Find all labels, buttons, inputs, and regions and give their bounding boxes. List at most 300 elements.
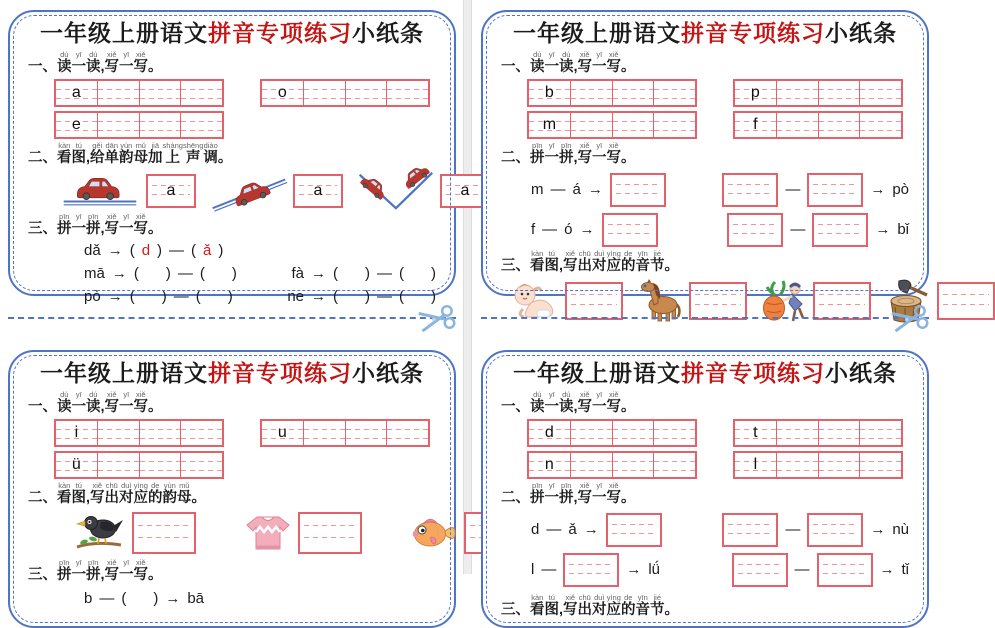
- token-text: pò: [892, 181, 909, 198]
- grid-cell: [345, 81, 387, 105]
- ruby-char: pīn 拼: [86, 558, 101, 583]
- scissors-icon: [888, 301, 929, 338]
- spell-row-ma: [84, 264, 237, 284]
- grid-cell: [570, 421, 612, 445]
- section-number: 一、: [501, 399, 530, 415]
- ruby-char: xiě 写: [577, 50, 593, 75]
- grid-letter: t: [753, 424, 758, 441]
- section-number: 三、: [501, 258, 530, 274]
- ruby-char: ,: [100, 59, 105, 75]
- section-heading-text: [530, 594, 679, 619]
- ruby-char: yī 一: [592, 141, 607, 166]
- worksheet-card-top-right: [481, 10, 929, 296]
- pinyin-grid-l: [733, 451, 903, 479]
- token-text: (: [129, 288, 135, 305]
- ruby-char: pīn 拼: [57, 212, 72, 237]
- pinyin-grid-f: [733, 111, 903, 139]
- worksheet-title: [501, 359, 909, 391]
- ruby-char: duì 对: [592, 249, 607, 274]
- grid-letter: d: [544, 424, 554, 441]
- grid-row-1: [527, 79, 909, 107]
- ruby-char: dú 读: [57, 50, 72, 75]
- title-topic-text: 拼音专项练习: [208, 361, 352, 386]
- grid-cell: [859, 113, 901, 137]
- ruby-char: yī 一: [119, 212, 134, 237]
- spell-row-bi: [727, 213, 909, 247]
- grid-cell: [818, 113, 860, 137]
- ruby-char: shàng 上: [162, 141, 183, 166]
- ruby-char: pīn 拼: [559, 141, 574, 166]
- token-text: —: [542, 221, 558, 238]
- section-number: 三、: [28, 567, 57, 583]
- pinyin-grid-i: [54, 419, 224, 447]
- ruby-char: xiě 写: [606, 390, 622, 415]
- grid-row-1: [54, 419, 436, 447]
- answer-box: [812, 213, 868, 247]
- answer-box: [807, 513, 863, 547]
- ruby-char: xiě 写: [104, 50, 120, 75]
- token-text: d: [531, 521, 540, 538]
- token-text: →: [587, 181, 603, 198]
- pinyin-grid-n: [527, 451, 697, 479]
- ruby-char: 。: [621, 490, 636, 506]
- ruby-char: yī 一: [71, 212, 86, 237]
- token-text: —: [173, 288, 189, 305]
- section-heading-text: [530, 391, 636, 416]
- ruby-char: xiě 写: [577, 141, 593, 166]
- grid-cell: [612, 453, 654, 477]
- token-text: —: [785, 181, 801, 198]
- token-text: d: [141, 242, 151, 259]
- pinyin-grid-a: [54, 79, 224, 107]
- ruby-char: dú 读: [530, 50, 545, 75]
- ruby-char: mǔ 母: [133, 141, 149, 166]
- spell-row-ma2: [531, 173, 666, 207]
- ruby-char: xiě 写: [133, 390, 149, 415]
- ruby-char: ,: [559, 258, 564, 274]
- token-text: (: [333, 288, 338, 305]
- ruby-char: dú 读: [559, 50, 574, 75]
- ruby-char: ,: [559, 602, 564, 618]
- worksheet-card-bottom-left: [8, 350, 456, 628]
- ruby-char: 。: [621, 59, 636, 75]
- section-3-heading: [501, 251, 909, 275]
- ruby-char: chū 出: [104, 481, 120, 506]
- token-text: l: [531, 561, 535, 578]
- pinyin-grid-e: [54, 111, 224, 139]
- grid-cell: [262, 81, 303, 105]
- answer-box: [732, 553, 788, 587]
- title-topic-text: 拼音专项练习: [208, 21, 352, 46]
- ruby-char: dú 读: [57, 390, 72, 415]
- token-text: ): [218, 242, 224, 259]
- ruby-char: xiě 写: [104, 390, 120, 415]
- ruby-char: 。: [148, 221, 163, 237]
- ruby-char: 。: [621, 399, 636, 415]
- ruby-char: yìng 应: [606, 249, 622, 274]
- grid-cell: [56, 453, 97, 477]
- grid-cell: [776, 421, 818, 445]
- grid-cell: [859, 421, 901, 445]
- grid-letter: b: [544, 84, 554, 101]
- title-suffix-text: 小纸条: [825, 21, 897, 46]
- pinyin-grid-u-umlaut: [54, 451, 224, 479]
- ruby-char: dú 读: [86, 390, 101, 415]
- ruby-char: yī 一: [71, 50, 86, 75]
- grid-cell: [180, 81, 222, 105]
- grid-cell: [180, 113, 222, 137]
- section-2-heading: [28, 143, 436, 167]
- ruby-char: yī 一: [544, 141, 559, 166]
- token-text: —: [546, 521, 562, 538]
- token-text: ): [165, 265, 171, 282]
- title-suffix-text: 小纸条: [352, 361, 424, 386]
- section-2-heading: [501, 143, 909, 167]
- grid-cell: [386, 421, 428, 445]
- ruby-char: gěi 给: [90, 141, 105, 166]
- grid-row-1: [54, 79, 436, 107]
- ruby-char: ,: [573, 150, 578, 166]
- token-text: m: [531, 181, 544, 198]
- grid-cell: [139, 453, 181, 477]
- answer-box: [722, 173, 778, 207]
- grid-cell: [56, 113, 97, 137]
- token-text: ): [365, 288, 370, 305]
- ruby-char: yùn 韵: [119, 141, 134, 166]
- token-text: —: [377, 265, 392, 282]
- answer-box: [563, 553, 619, 587]
- cut-zone: [0, 296, 464, 340]
- token-text: ): [227, 288, 233, 305]
- answer-box: [610, 173, 666, 207]
- token-text: ): [365, 265, 370, 282]
- ruby-char: ,: [86, 150, 91, 166]
- section-3-heading: [28, 214, 436, 238]
- token-text: pò: [84, 288, 101, 305]
- ruby-char: tú 图: [544, 593, 559, 618]
- token-text: —: [550, 181, 566, 198]
- ruby-char: yī 一: [544, 50, 559, 75]
- token-text: →: [111, 265, 127, 282]
- grid-cell: [180, 421, 222, 445]
- answer-box: [817, 553, 873, 587]
- pinyin-grid-p: [733, 79, 903, 107]
- grid-letter: m: [542, 116, 557, 133]
- grid-cell: [612, 81, 654, 105]
- token-text: ): [157, 242, 163, 259]
- token-text: ): [161, 288, 167, 305]
- title-suffix-text: 小纸条: [825, 361, 897, 386]
- tone-item-1: [58, 170, 196, 212]
- pinyin-grid-m: [527, 111, 697, 139]
- section-number: 三、: [28, 221, 57, 237]
- grid-cell: [345, 421, 387, 445]
- token-text: dǎ: [84, 242, 101, 259]
- section-1-heading: [501, 392, 909, 416]
- ruby-char: 。: [148, 59, 163, 75]
- answer-box: [937, 282, 995, 320]
- ruby-char: ,: [100, 221, 105, 237]
- worksheet-title: [501, 19, 909, 51]
- grid-letter: u: [277, 424, 287, 441]
- token-text: ): [431, 288, 436, 305]
- ruby-char: ,: [86, 490, 91, 506]
- token-text: f: [531, 221, 536, 238]
- token-text: ): [431, 265, 436, 282]
- grid-cell: [386, 81, 428, 105]
- picture-item-sweater: [244, 511, 362, 555]
- cut-dashed-line: [8, 317, 456, 319]
- ruby-char: yī 一: [119, 390, 134, 415]
- ruby-char: yùn 韵: [162, 481, 178, 506]
- answer-box: [298, 512, 362, 554]
- token-text: —: [99, 590, 115, 607]
- grid-letter: o: [277, 84, 287, 101]
- token-text: tǐ: [901, 561, 909, 578]
- cars-valley-image: [352, 170, 436, 212]
- section-heading-text: [530, 142, 636, 167]
- answer-box: [727, 213, 783, 247]
- grid-cell: [653, 421, 695, 445]
- spell-row-ti: [732, 553, 910, 587]
- section-2-heading: [501, 483, 909, 507]
- left-page: [0, 0, 470, 607]
- crow-image: [72, 511, 126, 555]
- grid-row-1: [527, 419, 909, 447]
- ruby-char: kàn 看: [530, 249, 545, 274]
- grid-cell: [818, 81, 860, 105]
- token-text: ): [153, 590, 159, 607]
- spell-row-ba: [84, 589, 436, 609]
- ruby-char: tú 图: [71, 481, 86, 506]
- ruby-char: duì 对: [119, 481, 134, 506]
- ruby-char: chū 出: [577, 249, 593, 274]
- ruby-char: xiě 写: [606, 141, 622, 166]
- grid-cell: [97, 113, 139, 137]
- ruby-char: yī 一: [592, 390, 607, 415]
- ruby-char: de 的: [621, 593, 636, 618]
- section-heading-text: [57, 482, 206, 507]
- ruby-char: ,: [573, 399, 578, 415]
- token-text: bā: [187, 590, 205, 607]
- ruby-char: dú 读: [86, 50, 101, 75]
- token-text: fà: [291, 265, 304, 282]
- ruby-char: xiě 写: [90, 481, 105, 506]
- ruby-char: xiě 写: [104, 558, 120, 583]
- section-heading-text: [57, 213, 163, 238]
- token-text: —: [169, 242, 185, 259]
- ruby-char: xiě 写: [133, 212, 149, 237]
- grid-letter: n: [544, 456, 554, 473]
- token-text: ne: [287, 288, 304, 305]
- token-text: á: [572, 181, 581, 198]
- spell-row-po2: [722, 173, 909, 207]
- car-uphill-image: [205, 170, 289, 212]
- pinyin-grid-b: [527, 79, 697, 107]
- ruby-char: kàn 看: [530, 593, 545, 618]
- ruby-char: 。: [148, 399, 163, 415]
- grid-cell: [818, 421, 860, 445]
- cut-dashed-line: [481, 317, 929, 319]
- grid-cell: [56, 81, 97, 105]
- section-heading-text: [57, 142, 232, 167]
- pinyin-grid-o: [260, 79, 430, 107]
- ruby-char: yīn 音: [635, 249, 651, 274]
- ruby-char: yìng 应: [606, 593, 622, 618]
- tone-item-3: [352, 170, 490, 212]
- token-text: ó: [564, 221, 573, 238]
- ruby-char: dú 读: [559, 390, 574, 415]
- ruby-char: xiě 写: [563, 249, 578, 274]
- ruby-char: xiě 写: [577, 390, 593, 415]
- ruby-char: yī 一: [71, 558, 86, 583]
- spell-row-da: [84, 241, 436, 261]
- grid-letter: f: [753, 116, 758, 133]
- ruby-char: ,: [100, 399, 105, 415]
- grid-cell: [97, 453, 139, 477]
- ruby-char: xiě 写: [606, 481, 622, 506]
- section-number: 二、: [501, 150, 530, 166]
- grid-cell: [529, 453, 570, 477]
- grid-cell: [612, 421, 654, 445]
- section-heading-text: [530, 482, 636, 507]
- worksheet-card-bottom-right: [481, 350, 929, 628]
- ruby-char: de 的: [621, 249, 636, 274]
- title-grade-text: 一年级上册语文: [40, 361, 208, 386]
- tone-letter: a: [313, 182, 323, 199]
- tone-letter: a: [166, 182, 176, 199]
- ruby-char: diào 调: [203, 141, 218, 166]
- grid-letter: l: [753, 456, 758, 473]
- token-text: →: [583, 521, 599, 538]
- grid-cell: [570, 81, 612, 105]
- section-heading-text: [57, 559, 163, 584]
- spell-row-fa: [291, 264, 436, 284]
- tone-letter: a: [460, 182, 470, 199]
- sweater-image: [244, 511, 292, 555]
- ruby-char: xiě 写: [577, 481, 593, 506]
- answer-box: [807, 173, 863, 207]
- pinyin-grid-d: [527, 419, 697, 447]
- ruby-char: de 的: [148, 481, 163, 506]
- token-text: nù: [892, 521, 909, 538]
- grid-cell: [56, 421, 97, 445]
- grid-row-2: [527, 111, 909, 139]
- spell-row-fo: [531, 213, 658, 247]
- section-2-heading: [28, 483, 436, 507]
- ruby-char: chū 出: [577, 593, 593, 618]
- tone-answer-box: [146, 174, 196, 208]
- token-text: (: [129, 242, 135, 259]
- ruby-char: ,: [100, 567, 105, 583]
- grid-cell: [859, 453, 901, 477]
- answer-box: [132, 512, 196, 554]
- token-text: →: [311, 265, 326, 282]
- grid-row-2: [54, 111, 436, 139]
- ruby-char: yìng 应: [133, 481, 149, 506]
- answer-box: [606, 513, 662, 547]
- ruby-char: yī 一: [544, 390, 559, 415]
- section-number: 二、: [501, 490, 530, 506]
- title-topic-text: 拼音专项练习: [681, 21, 825, 46]
- worksheet-card-top-left: [8, 10, 470, 305]
- grid-letter: e: [71, 116, 81, 133]
- grid-letter: a: [71, 84, 81, 101]
- ruby-char: jié 节: [650, 593, 665, 618]
- ruby-char: xiě 写: [606, 50, 622, 75]
- grid-cell: [653, 113, 695, 137]
- spell-row-nu: [722, 513, 909, 547]
- ruby-char: yī 一: [544, 481, 559, 506]
- section-3-heading: [28, 560, 436, 584]
- token-text: —: [785, 521, 801, 538]
- ruby-char: xiě 写: [133, 50, 149, 75]
- section-number: 一、: [28, 59, 57, 75]
- ruby-char: pīn 拼: [86, 212, 101, 237]
- car-flat-road-image: [58, 170, 142, 212]
- grid-letter: ü: [71, 456, 81, 473]
- ruby-char: yī 一: [119, 50, 134, 75]
- token-text: —: [794, 561, 810, 578]
- grid-cell: [735, 113, 776, 137]
- token-text: (: [191, 242, 197, 259]
- ruby-char: pīn 拼: [530, 141, 545, 166]
- ruby-char: jié 节: [650, 249, 665, 274]
- picture-exercise-row: [72, 511, 436, 555]
- token-text: lǘ: [648, 561, 661, 578]
- section-1-heading: [28, 392, 436, 416]
- ruby-char: tú 图: [71, 141, 86, 166]
- section-3-heading: [501, 595, 909, 619]
- grid-letter: p: [750, 84, 760, 101]
- worksheet-title: [28, 359, 436, 391]
- ruby-char: ,: [573, 59, 578, 75]
- cut-zone: [473, 296, 937, 340]
- pinyin-grid-u: [260, 419, 430, 447]
- grid-cell: [735, 421, 776, 445]
- ruby-char: shēng 声: [182, 141, 204, 166]
- section-heading-text: [57, 51, 163, 76]
- grid-cell: [180, 453, 222, 477]
- grid-cell: [735, 81, 776, 105]
- page-gap-divider: [460, 0, 472, 574]
- ruby-char: yī 一: [119, 558, 134, 583]
- token-text: →: [579, 221, 595, 238]
- ruby-char: dān 单: [104, 141, 120, 166]
- ruby-char: tú 图: [544, 249, 559, 274]
- grid-cell: [776, 453, 818, 477]
- grid-row-2: [527, 451, 909, 479]
- ruby-char: kàn 看: [57, 141, 72, 166]
- token-text: —: [377, 288, 392, 305]
- token-text: →: [870, 521, 886, 538]
- grid-cell: [529, 421, 570, 445]
- ruby-char: 。: [191, 490, 207, 506]
- ruby-char: pīn 拼: [559, 481, 574, 506]
- ruby-char: yīn 音: [635, 593, 651, 618]
- section-number: 一、: [28, 399, 57, 415]
- title-grade-text: 一年级上册语文: [513, 361, 681, 386]
- grid-cell: [139, 81, 181, 105]
- answer-box: [602, 213, 658, 247]
- tone-exercise-row: [58, 170, 470, 212]
- pinyin-grid-t: [733, 419, 903, 447]
- token-text: ǎ: [203, 242, 212, 259]
- grid-cell: [97, 81, 139, 105]
- token-text: →: [311, 288, 326, 305]
- grid-cell: [529, 113, 570, 137]
- token-text: →: [165, 590, 181, 607]
